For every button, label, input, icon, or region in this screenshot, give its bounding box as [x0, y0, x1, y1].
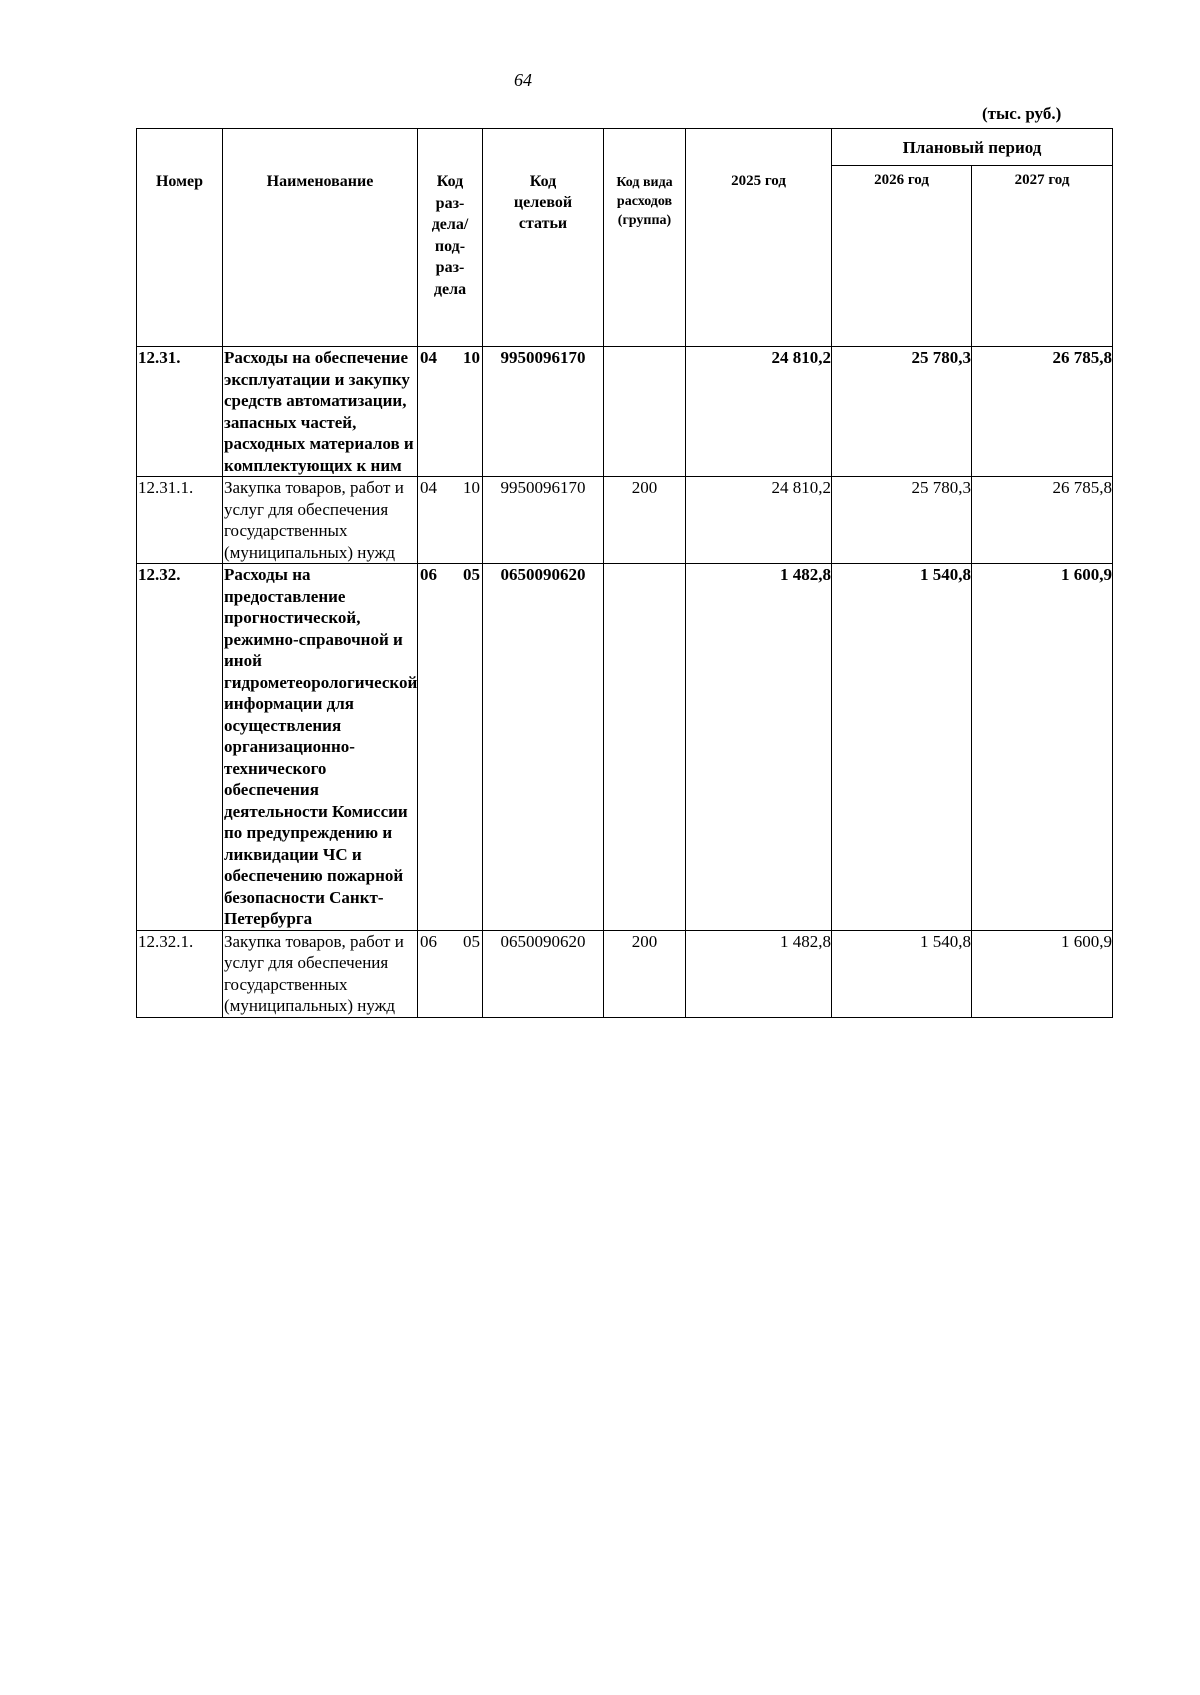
row-razdel: [418, 477, 483, 564]
row-2026: 25 780,3: [832, 477, 972, 564]
row-target-code: 9950096170: [483, 347, 604, 477]
row-razdel: [418, 930, 483, 1017]
row-expense-type: 200: [604, 930, 686, 1017]
row-2026: 25 780,3: [832, 347, 972, 477]
page-number: 64: [514, 70, 532, 90]
header-target: [483, 129, 604, 347]
row-razdel-code: 06: [420, 931, 437, 951]
table-row: [137, 347, 1113, 477]
row-razdel-code: 04: [420, 348, 437, 367]
row-number: 12.32.1.: [137, 930, 223, 1017]
row-target-code: 9950096170: [483, 477, 604, 564]
row-expense-type: [604, 347, 686, 477]
header-target-text: Код целевой статьи: [513, 173, 573, 232]
table-row: [137, 564, 1113, 931]
row-expense-type: 200: [604, 477, 686, 564]
row-razdel-code: 04: [420, 478, 437, 497]
header-razdel: [418, 129, 483, 347]
row-2026: 1 540,8: [832, 564, 972, 931]
row-2027: 26 785,8: [972, 477, 1113, 564]
header-plan-period: Плановый период: [832, 129, 1113, 166]
row-2025: 24 810,2: [686, 347, 832, 477]
row-2025: 1 482,8: [686, 930, 832, 1017]
header-2025: 2025 год: [686, 129, 832, 347]
table-row: [137, 930, 1113, 1017]
row-2027: 26 785,8: [972, 347, 1113, 477]
header-row-top: [137, 129, 1113, 166]
row-subrazdel-code: 05: [463, 931, 480, 951]
row-2027: 1 600,9: [972, 564, 1113, 931]
row-target-code: 0650090620: [483, 564, 604, 931]
row-target-code: 0650090620: [483, 930, 604, 1017]
header-name: Наименование: [223, 129, 418, 347]
table-row: [137, 477, 1113, 564]
header-expense-type-text: Код вида расходов (группа): [616, 175, 673, 228]
row-number: 12.32.: [137, 564, 223, 931]
budget-table: [136, 128, 1113, 1018]
row-subrazdel-code: 10: [463, 478, 480, 497]
row-expense-type: [604, 564, 686, 931]
row-subrazdel-code: 05: [463, 565, 480, 584]
row-name: Расходы на обеспечение эксплуатации и закупку средств автоматизации, запасных частей, расходных материалов и комплектующих к ним: [223, 347, 418, 477]
row-name: Закупка товаров, работ и услуг для обеспечения государственных (муниципальных) нужд: [223, 930, 418, 1017]
row-name: Расходы на предоставление прогностической, режимно-справочной и иной гидрометеорологической информации для осуществления организационно-технического обеспечения деятельности Комиссии по предупреждению и ликвидации ЧС и обеспечению пожарной безопасности Санкт-Петербурга: [224, 565, 418, 928]
row-razdel: [418, 564, 483, 931]
header-2027: 2027 год: [972, 166, 1113, 347]
units-label: (тыс. руб.): [982, 104, 1062, 123]
header-razdel-text: Код раз- дела/ под- раз- дела: [431, 173, 469, 298]
row-subrazdel-code: 10: [463, 348, 480, 367]
header-2026: 2026 год: [832, 166, 972, 347]
header-expense-type: [604, 129, 686, 347]
row-razdel-code: 06: [420, 565, 437, 584]
row-2025: 24 810,2: [686, 477, 832, 564]
row-number: 12.31.: [137, 347, 223, 477]
row-name: Закупка товаров, работ и услуг для обеспечения государственных (муниципальных) нужд: [223, 477, 418, 564]
row-razdel: [418, 347, 483, 477]
row-2026: 1 540,8: [832, 930, 972, 1017]
row-2027: 1 600,9: [972, 930, 1113, 1017]
row-2025: 1 482,8: [686, 564, 832, 931]
header-number: Номер: [137, 129, 223, 347]
row-number: 12.31.1.: [137, 477, 223, 564]
